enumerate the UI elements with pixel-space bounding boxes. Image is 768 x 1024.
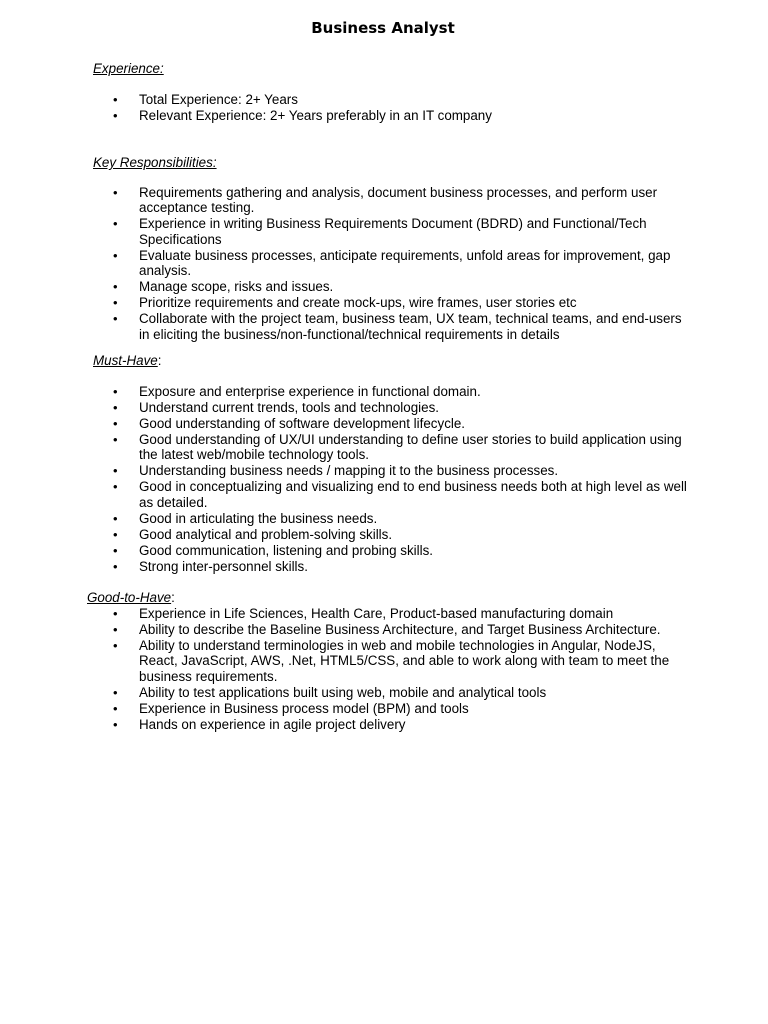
list-item-text: Relevant Experience: 2+ Years preferably in an IT company — [139, 108, 492, 123]
list-item-text: Hands on experience in agile project delivery — [139, 716, 406, 732]
list-item-text: Evaluate business processes, anticipate requirements, unfold areas for improvement, gap analysis. — [139, 247, 671, 279]
list-item-text: Experience in writing Business Requirements Document (BDRD) and Functional/Tech Specifications — [139, 216, 647, 247]
experience-list — [112, 92, 692, 124]
good-to-have-heading — [87, 590, 175, 606]
bullet-icon: • — [113, 432, 118, 447]
list-item-text: Exposure and enterprise experience in functional domain. — [139, 384, 481, 399]
list-item — [112, 479, 692, 510]
experience-heading — [93, 61, 164, 77]
good-to-have-heading-text: Good-to-Have — [87, 590, 172, 605]
list-item — [112, 638, 692, 684]
bullet-icon: • — [113, 622, 118, 637]
list-item-text: Good understanding of software development lifecycle. — [139, 416, 466, 431]
good-to-have-heading-colon: : — [171, 590, 175, 605]
list-item — [112, 432, 692, 463]
list-item-text: Collaborate with the project team, business team, UX team, technical teams, and end-users in eliciting the business/non-functional/technical requirements in details — [139, 311, 682, 342]
bullet-icon: • — [113, 463, 118, 479]
list-item-text: Strong inter-personnel skills. — [139, 558, 308, 574]
list-item — [112, 216, 692, 247]
must-have-heading-colon: : — [157, 353, 162, 368]
list-item — [112, 622, 692, 637]
list-item — [112, 701, 692, 716]
bullet-icon: • — [113, 216, 118, 232]
list-item-text: Understanding business needs / mapping it to the business processes. — [139, 463, 559, 479]
list-item — [112, 108, 692, 123]
list-item — [112, 185, 692, 216]
must-have-heading — [93, 353, 161, 369]
list-item-text: Good in conceptualizing and visualizing end to end business needs both at high level as well as detailed. — [139, 479, 687, 510]
list-item-text: Understand current trends, tools and technologies. — [139, 400, 439, 415]
list-item-text: Experience in Business process model (BPM) and tools — [139, 700, 469, 716]
list-item — [112, 311, 692, 342]
bullet-icon: • — [113, 295, 118, 311]
list-item — [112, 279, 692, 294]
list-item — [112, 606, 692, 621]
list-item — [112, 527, 692, 542]
bullet-icon: • — [113, 279, 118, 295]
list-item — [112, 248, 692, 279]
list-item — [112, 559, 692, 574]
bullet-icon: • — [113, 558, 118, 574]
list-item — [112, 295, 692, 310]
bullet-icon: • — [113, 247, 118, 263]
good-to-have-list — [112, 606, 692, 733]
list-item-text: Requirements gathering and analysis, document business processes, and perform user acceptance testing. — [139, 185, 658, 216]
bullet-icon: • — [113, 510, 118, 526]
list-item — [112, 416, 692, 431]
list-item — [112, 92, 692, 107]
bullet-icon: • — [113, 542, 118, 558]
bullet-icon: • — [113, 606, 118, 621]
list-item — [112, 717, 692, 732]
document-title: Business Analyst — [311, 19, 455, 37]
bullet-icon: • — [113, 526, 118, 542]
list-item-text: Good analytical and problem-solving skills. — [139, 526, 393, 542]
bullet-icon: • — [113, 92, 118, 107]
bullet-icon: • — [113, 684, 118, 700]
list-item-text: Ability to test applications built using web, mobile and analytical tools — [139, 684, 547, 700]
bullet-icon: • — [113, 416, 118, 431]
list-item-text: Experience in Life Sciences, Health Care, Product-based manufacturing domain — [139, 606, 614, 621]
must-have-list — [112, 384, 692, 575]
list-item-text: Ability to describe the Baseline Business Architecture, and Target Business Architecture. — [139, 622, 661, 637]
list-item-text: Good communication, listening and probing skills. — [139, 542, 434, 558]
list-item-text: Good in articulating the business needs. — [139, 510, 378, 526]
list-item-text: Total Experience: 2+ Years — [139, 92, 298, 107]
list-item-text: Manage scope, risks and issues. — [139, 279, 334, 295]
bullet-icon: • — [113, 185, 118, 200]
list-item — [112, 685, 692, 700]
key-responsibilities-list — [112, 185, 692, 343]
bullet-icon: • — [113, 716, 118, 732]
must-have-heading-text: Must-Have — [93, 353, 158, 368]
experience-heading-text: Experience: — [93, 61, 164, 76]
list-item — [112, 463, 692, 478]
bullet-icon: • — [113, 400, 118, 415]
key-responsibilities-heading — [93, 155, 217, 171]
bullet-icon: • — [113, 479, 118, 495]
bullet-icon: • — [113, 108, 118, 123]
bullet-icon: • — [113, 311, 118, 327]
bullet-icon: • — [113, 638, 118, 653]
list-item-text: Ability to understand terminologies in web and mobile technologies in Angular, NodeJS, React, JavaScript, AWS, .Net, HTML5/CSS, and able to work along with team to meet the business requirements. — [139, 638, 670, 684]
bullet-icon: • — [113, 700, 118, 716]
list-item — [112, 543, 692, 558]
key-responsibilities-heading-text: Key Responsibilities: — [93, 155, 217, 170]
list-item-text: Prioritize requirements and create mock-ups, wire frames, user stories etc — [139, 295, 577, 311]
list-item — [112, 400, 692, 415]
list-item — [112, 511, 692, 526]
bullet-icon: • — [113, 384, 118, 399]
list-item — [112, 384, 692, 399]
list-item-text: Good understanding of UX/UI understanding to define user stories to build application using the latest web/mobile technology tools. — [139, 432, 682, 463]
